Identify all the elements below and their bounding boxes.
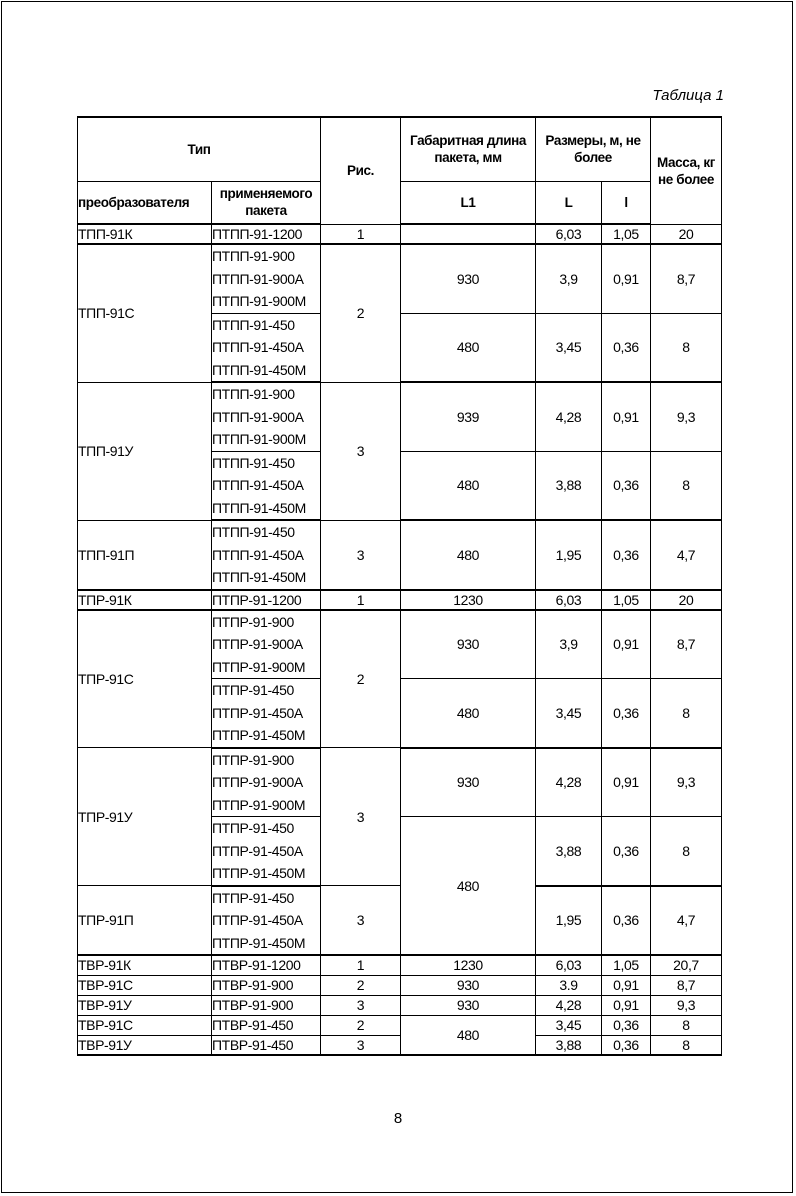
- package-name: ПТПП-91-450А: [212, 546, 304, 563]
- page-number: 8: [393, 1110, 403, 1127]
- mass-cell: 8: [651, 1035, 722, 1055]
- package-cell: [212, 244, 321, 313]
- header-package: применяемого пакета: [212, 181, 321, 224]
- package-cell: [212, 451, 321, 520]
- package-name: ПТПП-91-900М: [212, 431, 306, 447]
- package-cell: ПТПП-91-1200: [212, 224, 321, 244]
- dim-L-cell: 3,9: [536, 244, 602, 313]
- package-name: ПТПР-91-450М: [212, 934, 306, 951]
- mass-cell: 20: [651, 590, 722, 610]
- table-caption: Таблица 1: [652, 87, 724, 104]
- table-row: [78, 748, 722, 817]
- length-cell: 930: [401, 748, 536, 817]
- length-cell: 480: [401, 520, 536, 590]
- package-cell: [212, 886, 321, 956]
- package-cell: ПТПР-91-1200: [212, 590, 321, 610]
- dim-L-cell: 3,88: [536, 1035, 602, 1055]
- figure-cell: 2: [321, 244, 401, 382]
- length-cell: 480: [401, 817, 536, 956]
- package-name: ПТПР-91-900М: [212, 796, 306, 813]
- figure-cell: 2: [321, 975, 401, 995]
- length-cell: 930: [401, 995, 536, 1015]
- mass-cell: 9,3: [651, 748, 722, 817]
- package-name: ПТПП-91-900: [212, 386, 295, 402]
- package-name: ПТПР-91-900А: [212, 636, 303, 652]
- header-row-1: [78, 117, 722, 181]
- package-cell: [212, 610, 321, 679]
- header-type: Тип: [78, 117, 321, 181]
- length-cell: 480: [401, 1015, 536, 1055]
- type-cell: ТВР-91У: [78, 1035, 212, 1055]
- dim-L-cell: 3.9: [536, 975, 602, 995]
- package-name: ПТПР-91-450: [212, 889, 294, 906]
- type-cell: ТВР-91С: [78, 1015, 212, 1035]
- dim-l-cell: 0,36: [602, 1015, 651, 1035]
- length-cell: 930: [401, 610, 536, 679]
- header-converter: преобразователя: [78, 181, 212, 224]
- length-cell: 480: [401, 313, 536, 382]
- package-name: ПТПР-91-900: [212, 613, 294, 630]
- length-cell: 1230: [401, 590, 536, 610]
- mass-cell: 20: [651, 224, 722, 244]
- type-cell: ТПР-91П: [78, 886, 212, 956]
- dim-l-cell: 0,91: [602, 975, 651, 995]
- type-cell: ТПР-91С: [78, 610, 212, 748]
- dim-l-cell: 1,05: [602, 955, 651, 975]
- table-row: [78, 1035, 722, 1055]
- type-cell: ТВР-91С: [78, 975, 212, 995]
- package-cell: ПТВР-91-900: [212, 995, 321, 1015]
- package-name: ПТПП-91-450М: [212, 499, 306, 516]
- package-cell: [212, 679, 321, 748]
- package-name: ПТПР-91-900А: [212, 774, 303, 790]
- package-name: ПТПР-91-450А: [212, 842, 303, 859]
- figure-cell: 2: [321, 1015, 401, 1035]
- dim-L-cell: 1,95: [536, 520, 602, 590]
- figure-cell: 1: [321, 590, 401, 610]
- mass-cell: 8,7: [651, 610, 722, 679]
- header-mass: Масса, кг не более: [651, 117, 722, 224]
- dim-l-cell: 1,05: [602, 590, 651, 610]
- package-name: ПТПП-91-900М: [212, 293, 306, 309]
- package-cell: ПТВР-91-450: [212, 1035, 321, 1055]
- package-cell: ПТВР-91-1200: [212, 955, 321, 975]
- table-row: [78, 520, 722, 590]
- figure-cell: 3: [321, 748, 401, 886]
- dim-L-cell: 3,45: [536, 1015, 602, 1035]
- dim-l-cell: 0,36: [602, 520, 651, 590]
- table-row: [78, 382, 722, 451]
- dim-l-cell: 1,05: [602, 224, 651, 244]
- package-name: ПТПП-91-450: [212, 524, 295, 540]
- dim-L-cell: 4,28: [536, 748, 602, 817]
- dim-l-cell: 0,91: [602, 995, 651, 1015]
- length-cell: 480: [401, 679, 536, 748]
- mass-cell: 8,7: [651, 975, 722, 995]
- table-row: [78, 995, 722, 1015]
- type-cell: ТПП-91П: [78, 520, 212, 590]
- type-cell: ТВР-91К: [78, 955, 212, 975]
- package-name: ПТПР-91-450М: [212, 727, 306, 743]
- length-cell: [401, 224, 536, 244]
- type-cell: ТПР-91К: [78, 590, 212, 610]
- table-row: [78, 610, 722, 679]
- table-row: [78, 590, 722, 610]
- mass-cell: 9,3: [651, 382, 722, 451]
- figure-cell: 3: [321, 995, 401, 1015]
- package-name: ПТПП-91-450М: [212, 361, 306, 378]
- figure-cell: 2: [321, 610, 401, 748]
- dim-L-cell: 6,03: [536, 224, 602, 244]
- type-cell: ТПП-91У: [78, 382, 212, 520]
- figure-cell: 1: [321, 955, 401, 975]
- type-cell: ТПР-91У: [78, 748, 212, 886]
- figure-cell: 3: [321, 520, 401, 590]
- header-figure: Рис.: [321, 117, 401, 224]
- package-name: ПТПП-91-450А: [212, 477, 304, 493]
- package-name: ПТПП-91-450А: [212, 339, 304, 355]
- package-name: ПТПП-91-450: [212, 316, 295, 333]
- type-cell: ТПП-91С: [78, 244, 212, 382]
- package-cell: ПТВР-91-450: [212, 1015, 321, 1035]
- figure-cell: 3: [321, 886, 401, 956]
- package-cell: [212, 382, 321, 451]
- table-row: [78, 886, 722, 956]
- package-name: ПТПП-91-900А: [212, 408, 304, 425]
- mass-cell: 20,7: [651, 955, 722, 975]
- package-name: ПТПР-91-450М: [212, 865, 306, 881]
- length-cell: 1230: [401, 955, 536, 975]
- dim-l-cell: 0,36: [602, 451, 651, 520]
- header-dims: Размеры, м, не более: [536, 117, 651, 181]
- dim-L-cell: 6,03: [536, 590, 602, 610]
- length-cell: 480: [401, 451, 536, 520]
- package-name: ПТПР-91-900: [212, 751, 294, 768]
- package-cell: ПТВР-91-900: [212, 975, 321, 995]
- dim-L-cell: 3,88: [536, 817, 602, 886]
- package-name: ПТПР-91-450: [212, 820, 294, 836]
- mass-cell: 8: [651, 817, 722, 886]
- package-cell: [212, 520, 321, 590]
- package-name: ПТПР-91-900М: [212, 658, 306, 675]
- mass-cell: 8: [651, 451, 722, 520]
- mass-cell: 8,7: [651, 244, 722, 313]
- mass-cell: 4,7: [651, 886, 722, 956]
- package-cell: [212, 748, 321, 817]
- table-row: [78, 955, 722, 975]
- figure-cell: 3: [321, 1035, 401, 1055]
- figure-cell: 1: [321, 224, 401, 244]
- mass-cell: 9,3: [651, 995, 722, 1015]
- dim-L-cell: 3,88: [536, 451, 602, 520]
- specs-table: [77, 116, 722, 1056]
- length-cell: 930: [401, 244, 536, 313]
- dim-l-cell: 0,91: [602, 748, 651, 817]
- package-cell: [212, 313, 321, 382]
- length-cell: 939: [401, 382, 536, 451]
- dim-L-cell: 6,03: [536, 955, 602, 975]
- length-cell: 930: [401, 975, 536, 995]
- dim-l-cell: 0,91: [602, 382, 651, 451]
- mass-cell: 8: [651, 313, 722, 382]
- package-name: ПТПП-91-900: [212, 248, 295, 264]
- table-row: [78, 975, 722, 995]
- dim-L-cell: 3,45: [536, 679, 602, 748]
- dim-L-cell: 3,45: [536, 313, 602, 382]
- package-name: ПТПР-91-450А: [212, 704, 303, 721]
- table-row: [78, 244, 722, 313]
- package-name: ПТПР-91-450: [212, 682, 294, 698]
- header-dim-l: l: [602, 181, 651, 224]
- dim-l-cell: 0,36: [602, 817, 651, 886]
- dim-l-cell: 0,36: [602, 1035, 651, 1055]
- package-name: ПТПП-91-450: [212, 454, 295, 471]
- package-name: ПТПП-91-900А: [212, 270, 304, 287]
- dim-L-cell: 1,95: [536, 886, 602, 956]
- dim-l-cell: 0,91: [602, 610, 651, 679]
- figure-cell: 3: [321, 382, 401, 520]
- dim-l-cell: 0,36: [602, 679, 651, 748]
- dim-l-cell: 0,91: [602, 244, 651, 313]
- header-length-symbol: L1: [401, 181, 536, 224]
- package-cell: [212, 817, 321, 886]
- type-cell: ТПП-91К: [78, 224, 212, 244]
- mass-cell: 4,7: [651, 520, 722, 590]
- dim-L-cell: 3,9: [536, 610, 602, 679]
- table-row: [78, 224, 722, 244]
- mass-cell: 8: [651, 1015, 722, 1035]
- dim-L-cell: 4,28: [536, 995, 602, 1015]
- dim-L-cell: 4,28: [536, 382, 602, 451]
- dim-l-cell: 0,36: [602, 886, 651, 956]
- header-dim-L: L: [536, 181, 602, 224]
- package-name: ПТПР-91-450А: [212, 912, 303, 928]
- mass-cell: 8: [651, 679, 722, 748]
- table-row: [78, 1015, 722, 1035]
- package-name: ПТПП-91-450М: [212, 569, 306, 585]
- header-length: Габаритная длина пакета, мм: [401, 117, 536, 181]
- dim-l-cell: 0,36: [602, 313, 651, 382]
- type-cell: ТВР-91У: [78, 995, 212, 1015]
